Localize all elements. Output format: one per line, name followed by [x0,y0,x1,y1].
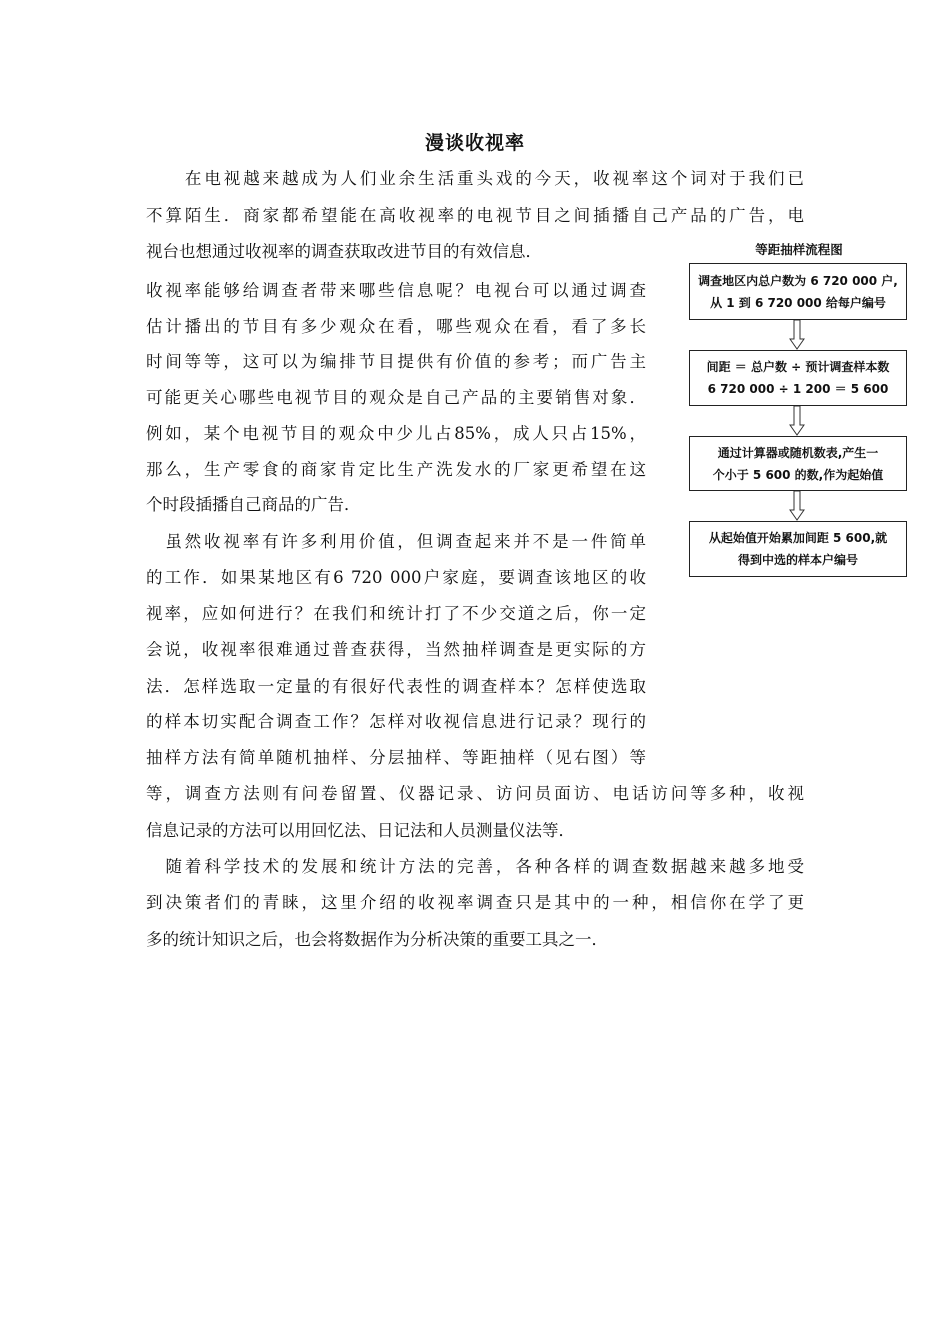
down-arrow-icon [789,491,805,521]
step-text: 从 1 到 6 720 000 给每户编号 [710,295,886,310]
paragraph-line: 法．怎样选取一定量的有很好代表性的调查样本？怎样使选取 [146,677,646,696]
paragraph-line: 多的统计知识之后，也会将数据作为分析决策的重要工具之一． [146,930,608,949]
paragraph-line: 的样本切实配合调查工作？怎样对收视信息进行记录？现行的 [146,712,646,731]
down-arrow-icon [789,320,805,350]
flowchart-title: 等距抽样流程图 [755,242,843,257]
article-title: 漫谈收视率 [424,132,525,154]
paragraph-line: 时间等等，这可以为编排节目提供有价值的参考；而广告主 [146,352,646,371]
flowchart-step-1 [689,263,907,320]
paragraph-line: 的工作．如果某地区有6 720 000户家庭，要调查该地区的收 [146,568,646,587]
flowchart-step-3 [689,436,907,491]
paragraph-line: 到决策者们的青睐，这里介绍的收视率调查只是其中的一种，相信你在学了更 [146,893,804,912]
paragraph-line: 虽然收视率有许多利用价值，但调查起来并不是一件简单 [146,532,646,551]
paragraph-line: 可能更关心哪些电视节目的观众是自己产品的主要销售对象． [146,388,646,407]
step-text: 个小于 5 600 的数,作为起始值 [712,467,884,482]
step-text: 间距 ＝ 总户数 ÷ 预计调查样本数 [706,360,890,374]
paragraph-line: 信息记录的方法可以用回忆法、日记法和人员测量仪法等． [146,821,575,840]
step-text: 6 720 000 ÷ 1 200 ＝ 5 600 [707,382,889,396]
paragraph-line: 在电视越来越成为人们业余生活重头戏的今天，收视率这个词对于我们已 [146,169,804,188]
step-text: 调查地区内总户数为 6 720 000 户, [698,273,898,288]
step-text: 从起始值开始累加间距 5 600,就 [708,531,888,545]
flowchart-step-2 [689,350,907,406]
paragraph-line: 收视率能够给调查者带来哪些信息呢？电视台可以通过调查 [146,281,646,300]
paragraph-line: 例如，某个电视节目的观众中少儿占85%，成人只占15%， [146,424,646,443]
step-text: 通过计算器或随机数表,产生一 [717,445,879,460]
paragraph-line: 不算陌生．商家都希望能在高收视率的电视节目之间插播自己产品的广告，电 [146,206,804,225]
down-arrow-icon [789,406,805,436]
paragraph-line: 等，调查方法则有问卷留置、仪器记录、访问员面访、电话访问等多种，收视 [146,784,804,803]
paragraph-line: 视率，应如何进行？在我们和统计打了不少交道之后，你一定 [146,604,646,623]
paragraph-line: 会说，收视率很难通过普查获得，当然抽样调查是更实际的方 [146,640,646,659]
flowchart-step-4 [689,521,907,577]
paragraph-line: 个时段插播自己商品的广告． [146,495,361,514]
paragraph-line: 视台也想通过收视率的调查获取改进节目的有效信息． [146,242,542,261]
paragraph-line: 抽样方法有简单随机抽样、分层抽样、等距抽样（见右图）等 [146,748,646,767]
paragraph-line: 估计播出的节目有多少观众在看，哪些观众在看，看了多长 [146,317,646,336]
paragraph-line: 随着科学技术的发展和统计方法的完善，各种各样的调查数据越来越多地受 [146,857,804,876]
step-text: 得到中选的样本户编号 [737,553,858,567]
paragraph-line: 那么，生产零食的商家肯定比生产洗发水的厂家更希望在这 [146,460,646,479]
